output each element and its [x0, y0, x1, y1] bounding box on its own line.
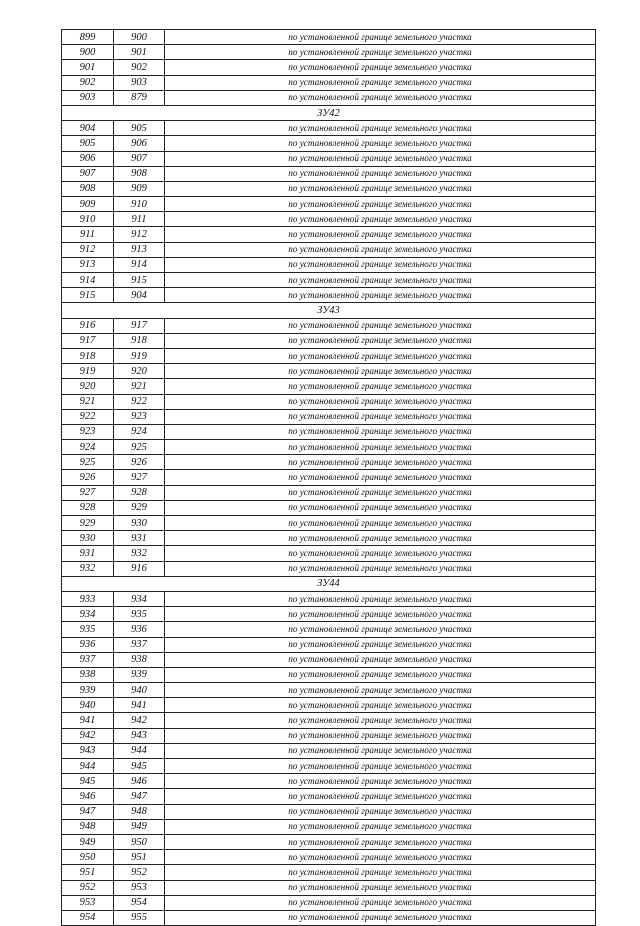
table-row [62, 819, 596, 834]
table-row [62, 743, 596, 758]
boundary-description-cell: по установленной границе земельного участка [165, 880, 596, 895]
table-row [62, 698, 596, 713]
boundary-description-cell: по установленной границе земельного участка [165, 333, 596, 348]
boundary-description-cell: по установленной границе земельного участка [165, 850, 596, 865]
section-header-row [62, 576, 596, 591]
point-to-cell: 943 [114, 728, 165, 743]
point-from-cell: 905 [62, 136, 114, 151]
point-to-cell: 920 [114, 364, 165, 379]
point-to-cell: 936 [114, 622, 165, 637]
point-to-cell: 921 [114, 379, 165, 394]
table-row [62, 455, 596, 470]
table-row [62, 607, 596, 622]
boundary-description-cell: по установленной границе земельного участка [165, 136, 596, 151]
boundary-description-cell: по установленной границе земельного участка [165, 500, 596, 515]
boundary-description-cell: по установленной границе земельного участка [165, 440, 596, 455]
boundary-description-cell: по установленной границе земельного участка [165, 683, 596, 698]
point-from-cell: 948 [62, 819, 114, 834]
point-from-cell: 929 [62, 516, 114, 531]
point-from-cell: 945 [62, 774, 114, 789]
point-from-cell: 931 [62, 546, 114, 561]
point-from-cell: 932 [62, 561, 114, 576]
point-from-cell: 902 [62, 75, 114, 90]
boundary-description-cell: по установленной границе земельного участка [165, 318, 596, 333]
table-row [62, 379, 596, 394]
point-to-cell: 952 [114, 865, 165, 880]
table-row [62, 789, 596, 804]
table-row [62, 910, 596, 925]
point-to-cell: 929 [114, 500, 165, 515]
table-row [62, 166, 596, 181]
point-from-cell: 922 [62, 409, 114, 424]
section-header-row [62, 105, 596, 120]
boundary-description-cell: по установленной границе земельного участка [165, 121, 596, 136]
point-from-cell: 915 [62, 288, 114, 303]
point-from-cell: 934 [62, 607, 114, 622]
table-row [62, 242, 596, 257]
point-from-cell: 919 [62, 364, 114, 379]
point-to-cell: 937 [114, 637, 165, 652]
boundary-description-cell: по установленной границе земельного участка [165, 348, 596, 363]
boundary-description-cell: по установленной границе земельного участка [165, 759, 596, 774]
table-row [62, 60, 596, 75]
table-row [62, 470, 596, 485]
point-to-cell: 925 [114, 440, 165, 455]
boundary-description-cell: по установленной границе земельного участка [165, 424, 596, 439]
boundary-description-cell: по установленной границе земельного участка [165, 910, 596, 925]
boundary-description-cell: по установленной границе земельного участка [165, 637, 596, 652]
section-label: ЗУ43 [62, 303, 596, 318]
boundary-description-cell: по установленной границе земельного участка [165, 60, 596, 75]
boundary-description-cell: по установленной границе земельного участка [165, 789, 596, 804]
point-from-cell: 926 [62, 470, 114, 485]
point-from-cell: 930 [62, 531, 114, 546]
point-from-cell: 916 [62, 318, 114, 333]
point-from-cell: 914 [62, 273, 114, 288]
point-to-cell: 931 [114, 531, 165, 546]
table-row [62, 591, 596, 606]
boundary-description-cell: по установленной границе земельного участка [165, 728, 596, 743]
point-from-cell: 952 [62, 880, 114, 895]
point-to-cell: 932 [114, 546, 165, 561]
boundary-description-cell: по установленной границе земельного участка [165, 743, 596, 758]
point-to-cell: 938 [114, 652, 165, 667]
point-to-cell: 879 [114, 90, 165, 105]
table-row [62, 652, 596, 667]
point-to-cell: 906 [114, 136, 165, 151]
boundary-description-cell: по установленной границе земельного участка [165, 394, 596, 409]
boundary-description-cell: по установленной границе земельного участка [165, 804, 596, 819]
table-row [62, 318, 596, 333]
point-to-cell: 934 [114, 591, 165, 606]
boundary-description-cell: по установленной границе земельного участка [165, 151, 596, 166]
point-from-cell: 938 [62, 667, 114, 682]
point-to-cell: 908 [114, 166, 165, 181]
section-label: ЗУ44 [62, 576, 596, 591]
table-row [62, 45, 596, 60]
boundary-description-cell: по установленной границе земельного участка [165, 819, 596, 834]
boundary-description-cell: по установленной границе земельного участка [165, 652, 596, 667]
table-row [62, 90, 596, 105]
boundary-description-cell: по установленной границе земельного участка [165, 75, 596, 90]
table-row [62, 212, 596, 227]
point-from-cell: 906 [62, 151, 114, 166]
boundary-description-cell: по установленной границе земельного участка [165, 379, 596, 394]
point-to-cell: 916 [114, 561, 165, 576]
point-from-cell: 924 [62, 440, 114, 455]
point-from-cell: 912 [62, 242, 114, 257]
boundary-description-cell: по установленной границе земельного участка [165, 622, 596, 637]
boundary-description-cell: по установленной границе земельного участка [165, 591, 596, 606]
point-to-cell: 922 [114, 394, 165, 409]
point-from-cell: 944 [62, 759, 114, 774]
point-from-cell: 917 [62, 333, 114, 348]
table-row [62, 895, 596, 910]
point-to-cell: 946 [114, 774, 165, 789]
point-from-cell: 925 [62, 455, 114, 470]
table-row [62, 75, 596, 90]
point-to-cell: 947 [114, 789, 165, 804]
point-to-cell: 955 [114, 910, 165, 925]
point-to-cell: 927 [114, 470, 165, 485]
point-to-cell: 912 [114, 227, 165, 242]
point-from-cell: 950 [62, 850, 114, 865]
table-row [62, 136, 596, 151]
point-from-cell: 900 [62, 45, 114, 60]
point-to-cell: 919 [114, 348, 165, 363]
table-row [62, 257, 596, 272]
table-row [62, 759, 596, 774]
boundary-table-body [62, 30, 596, 926]
point-to-cell: 950 [114, 834, 165, 849]
point-from-cell: 940 [62, 698, 114, 713]
point-from-cell: 907 [62, 166, 114, 181]
point-from-cell: 901 [62, 60, 114, 75]
point-from-cell: 909 [62, 197, 114, 212]
boundary-description-cell: по установленной границе земельного участка [165, 834, 596, 849]
boundary-description-cell: по установленной границе земельного участка [165, 516, 596, 531]
point-to-cell: 930 [114, 516, 165, 531]
point-to-cell: 904 [114, 288, 165, 303]
table-row [62, 30, 596, 45]
point-from-cell: 911 [62, 227, 114, 242]
boundary-description-cell: по установленной границе земельного участка [165, 895, 596, 910]
boundary-description-cell: по установленной границе земельного участка [165, 470, 596, 485]
table-row [62, 713, 596, 728]
point-to-cell: 917 [114, 318, 165, 333]
boundary-description-cell: по установленной границе земельного участка [165, 364, 596, 379]
point-from-cell: 904 [62, 121, 114, 136]
point-from-cell: 953 [62, 895, 114, 910]
point-to-cell: 909 [114, 181, 165, 196]
point-to-cell: 915 [114, 273, 165, 288]
point-to-cell: 951 [114, 850, 165, 865]
boundary-description-cell: по установленной границе земельного участка [165, 90, 596, 105]
table-row [62, 531, 596, 546]
point-to-cell: 914 [114, 257, 165, 272]
table-row [62, 288, 596, 303]
table-row [62, 834, 596, 849]
table-row [62, 546, 596, 561]
point-to-cell: 942 [114, 713, 165, 728]
table-row [62, 364, 596, 379]
point-from-cell: 899 [62, 30, 114, 45]
table-row [62, 485, 596, 500]
point-to-cell: 918 [114, 333, 165, 348]
point-to-cell: 953 [114, 880, 165, 895]
point-from-cell: 908 [62, 181, 114, 196]
boundary-description-cell: по установленной границе земельного участка [165, 409, 596, 424]
point-from-cell: 918 [62, 348, 114, 363]
table-row [62, 880, 596, 895]
point-to-cell: 923 [114, 409, 165, 424]
boundary-description-cell: по установленной границе земельного участка [165, 227, 596, 242]
point-from-cell: 947 [62, 804, 114, 819]
point-to-cell: 902 [114, 60, 165, 75]
point-to-cell: 911 [114, 212, 165, 227]
table-row [62, 865, 596, 880]
boundary-description-cell: по установленной границе земельного участка [165, 212, 596, 227]
point-to-cell: 924 [114, 424, 165, 439]
point-from-cell: 910 [62, 212, 114, 227]
table-row [62, 348, 596, 363]
boundary-description-cell: по установленной границе земельного участка [165, 288, 596, 303]
boundary-description-cell: по установленной границе земельного участка [165, 30, 596, 45]
point-from-cell: 946 [62, 789, 114, 804]
table-row [62, 850, 596, 865]
point-from-cell: 903 [62, 90, 114, 105]
point-to-cell: 944 [114, 743, 165, 758]
table-row [62, 516, 596, 531]
boundary-description-cell: по установленной границе земельного участка [165, 607, 596, 622]
table-row [62, 151, 596, 166]
point-to-cell: 948 [114, 804, 165, 819]
point-from-cell: 943 [62, 743, 114, 758]
point-from-cell: 933 [62, 591, 114, 606]
point-to-cell: 903 [114, 75, 165, 90]
point-from-cell: 936 [62, 637, 114, 652]
point-from-cell: 937 [62, 652, 114, 667]
boundary-description-cell: по установленной границе земельного участка [165, 242, 596, 257]
point-from-cell: 951 [62, 865, 114, 880]
point-to-cell: 900 [114, 30, 165, 45]
point-from-cell: 939 [62, 683, 114, 698]
boundary-description-cell: по установленной границе земельного участка [165, 197, 596, 212]
boundary-description-cell: по установленной границе земельного участка [165, 455, 596, 470]
table-row [62, 333, 596, 348]
boundary-description-cell: по установленной границе земельного участка [165, 546, 596, 561]
boundary-description-cell: по установленной границе земельного участка [165, 45, 596, 60]
table-row [62, 774, 596, 789]
table-row [62, 622, 596, 637]
point-from-cell: 928 [62, 500, 114, 515]
point-from-cell: 954 [62, 910, 114, 925]
point-from-cell: 927 [62, 485, 114, 500]
boundary-description-cell: по установленной границе земельного участка [165, 531, 596, 546]
boundary-description-cell: по установленной границе земельного участка [165, 865, 596, 880]
boundary-description-cell: по установленной границе земельного участка [165, 667, 596, 682]
point-to-cell: 910 [114, 197, 165, 212]
table-row [62, 683, 596, 698]
boundary-description-cell: по установленной границе земельного участка [165, 485, 596, 500]
point-to-cell: 939 [114, 667, 165, 682]
table-row [62, 394, 596, 409]
point-to-cell: 928 [114, 485, 165, 500]
point-to-cell: 940 [114, 683, 165, 698]
point-from-cell: 923 [62, 424, 114, 439]
table-row [62, 667, 596, 682]
table-row [62, 500, 596, 515]
table-row [62, 804, 596, 819]
point-to-cell: 913 [114, 242, 165, 257]
table-row [62, 227, 596, 242]
table-row [62, 561, 596, 576]
boundary-description-cell: по установленной границе земельного участка [165, 713, 596, 728]
table-row [62, 637, 596, 652]
boundary-description-cell: по установленной границе земельного участка [165, 181, 596, 196]
point-to-cell: 941 [114, 698, 165, 713]
point-from-cell: 913 [62, 257, 114, 272]
boundary-description-cell: по установленной границе земельного участка [165, 774, 596, 789]
table-row [62, 181, 596, 196]
point-from-cell: 921 [62, 394, 114, 409]
table-row [62, 197, 596, 212]
boundary-description-cell: по установленной границе земельного участка [165, 273, 596, 288]
table-row [62, 273, 596, 288]
point-from-cell: 941 [62, 713, 114, 728]
table-row [62, 728, 596, 743]
point-to-cell: 907 [114, 151, 165, 166]
point-to-cell: 945 [114, 759, 165, 774]
section-header-row [62, 303, 596, 318]
table-row [62, 121, 596, 136]
section-label: ЗУ42 [62, 105, 596, 120]
point-from-cell: 920 [62, 379, 114, 394]
table-row [62, 440, 596, 455]
point-to-cell: 954 [114, 895, 165, 910]
point-to-cell: 901 [114, 45, 165, 60]
point-from-cell: 935 [62, 622, 114, 637]
boundary-description-cell: по установленной границе земельного участка [165, 257, 596, 272]
boundary-description-cell: по установленной границе земельного участка [165, 698, 596, 713]
boundary-table [61, 29, 596, 926]
point-from-cell: 949 [62, 834, 114, 849]
point-to-cell: 949 [114, 819, 165, 834]
boundary-description-cell: по установленной границе земельного участка [165, 561, 596, 576]
point-to-cell: 926 [114, 455, 165, 470]
point-to-cell: 905 [114, 121, 165, 136]
point-from-cell: 942 [62, 728, 114, 743]
point-to-cell: 935 [114, 607, 165, 622]
boundary-description-cell: по установленной границе земельного участка [165, 166, 596, 181]
table-row [62, 409, 596, 424]
table-row [62, 424, 596, 439]
